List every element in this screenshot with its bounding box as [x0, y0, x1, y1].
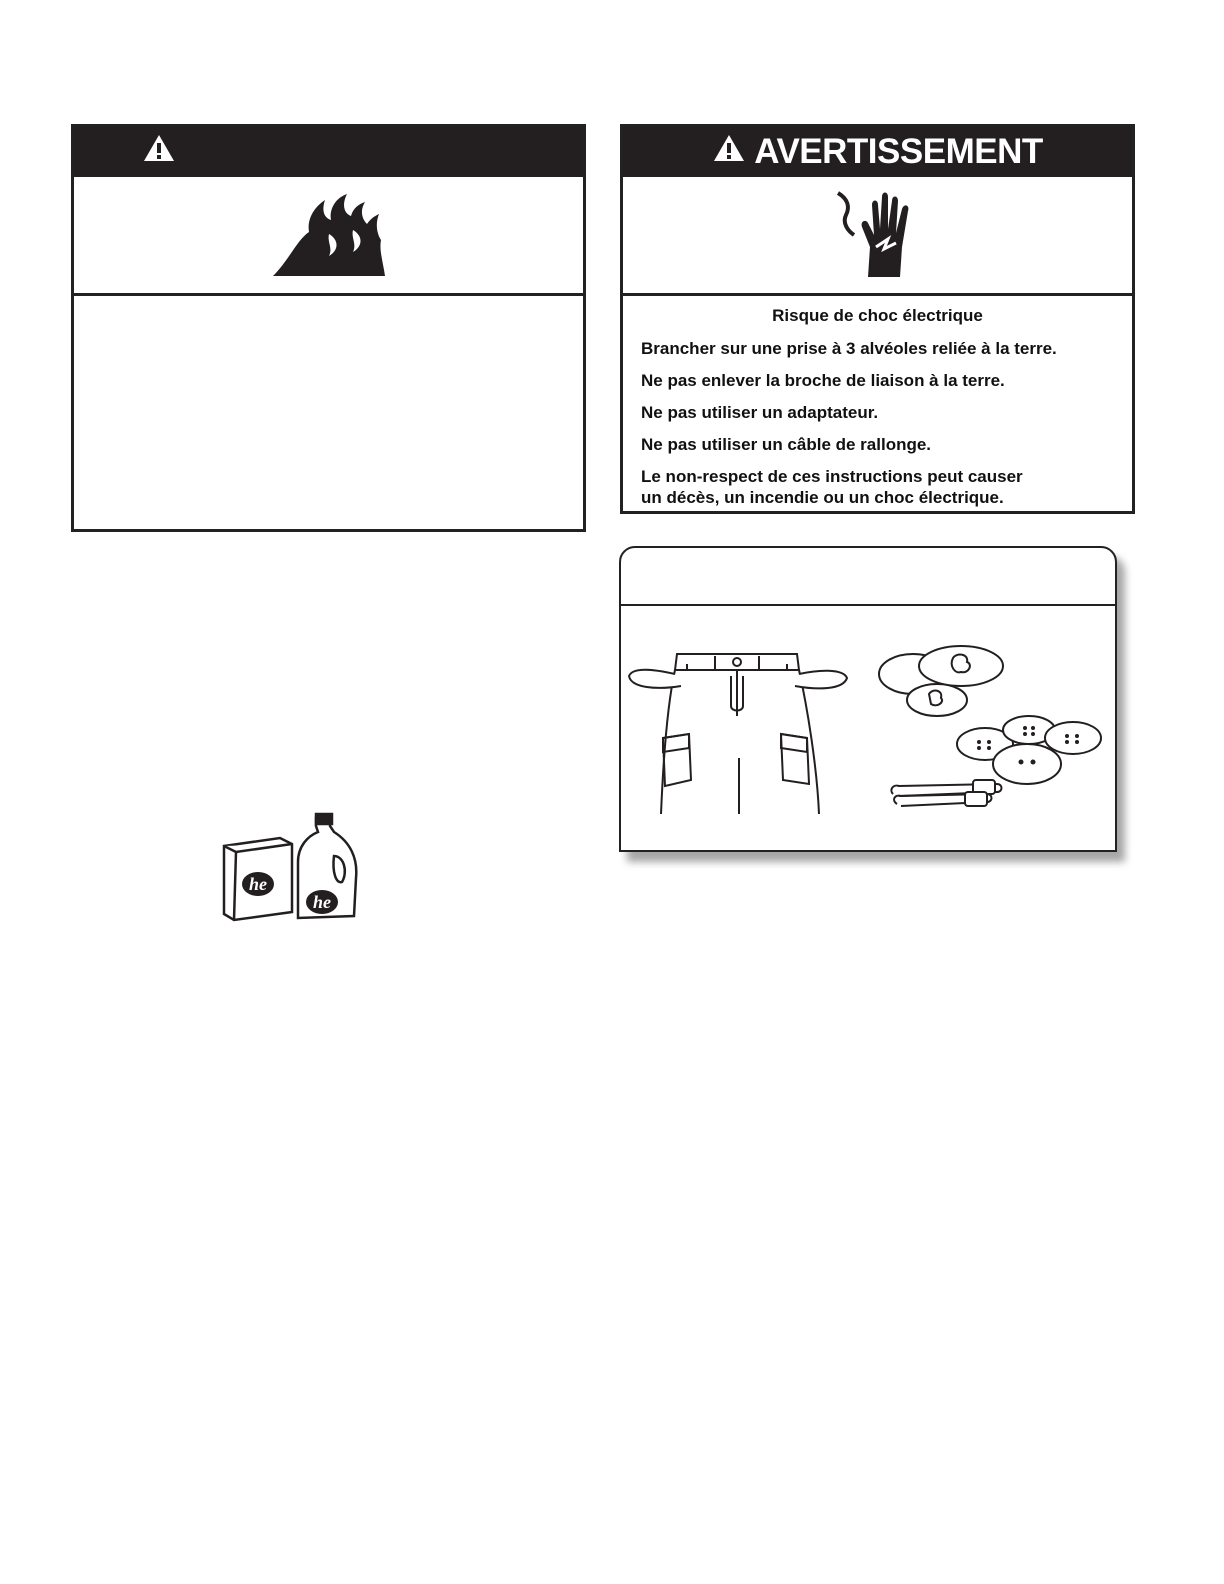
empty-pockets-card — [619, 546, 1117, 852]
instruction-item: Ne pas enlever la broche de liaison à la terre. — [641, 371, 1005, 390]
consequence-line-2: un décès, un incendie ou un choc électrique. — [641, 488, 1004, 507]
shock-warning-header — [623, 127, 1132, 177]
shock-warning-label: AVERTISSEMENT — [754, 132, 1043, 171]
fire-warning-box — [71, 124, 586, 532]
he-logo-box: he — [249, 874, 267, 894]
warning-triangle-icon — [142, 132, 176, 172]
fire-icon — [269, 190, 389, 280]
fire-warning-header — [74, 127, 583, 177]
consequence-line-1: Le non-respect de ces instructions peut causer — [641, 467, 1023, 486]
consequence-text — [641, 466, 1114, 508]
shock-pictogram — [623, 177, 1132, 296]
empty-pockets-pants-icon — [627, 646, 853, 816]
shock-warning-title: Risque de choc électrique — [772, 306, 983, 325]
instruction-item: Ne pas utiliser un câble de rallonge. — [641, 435, 932, 454]
instruction-item: Brancher sur une prise à 3 alvéoles reliée à la terre. — [641, 339, 1057, 358]
he-detergent-illustration — [218, 812, 363, 924]
instruction-item: Ne pas utiliser un adaptateur. — [641, 403, 879, 422]
electric-shock-hand-icon — [828, 187, 928, 283]
warning-triangle-icon — [712, 132, 746, 172]
safety-pins-icon — [887, 776, 1007, 812]
card-illustration — [621, 606, 1115, 852]
shock-warning-box — [620, 124, 1135, 514]
he-logo-bottle: he — [313, 892, 331, 912]
shock-warning-text — [623, 296, 1132, 508]
he-detergent-icon — [218, 812, 363, 924]
fire-pictogram — [74, 177, 583, 296]
card-header — [621, 548, 1115, 606]
